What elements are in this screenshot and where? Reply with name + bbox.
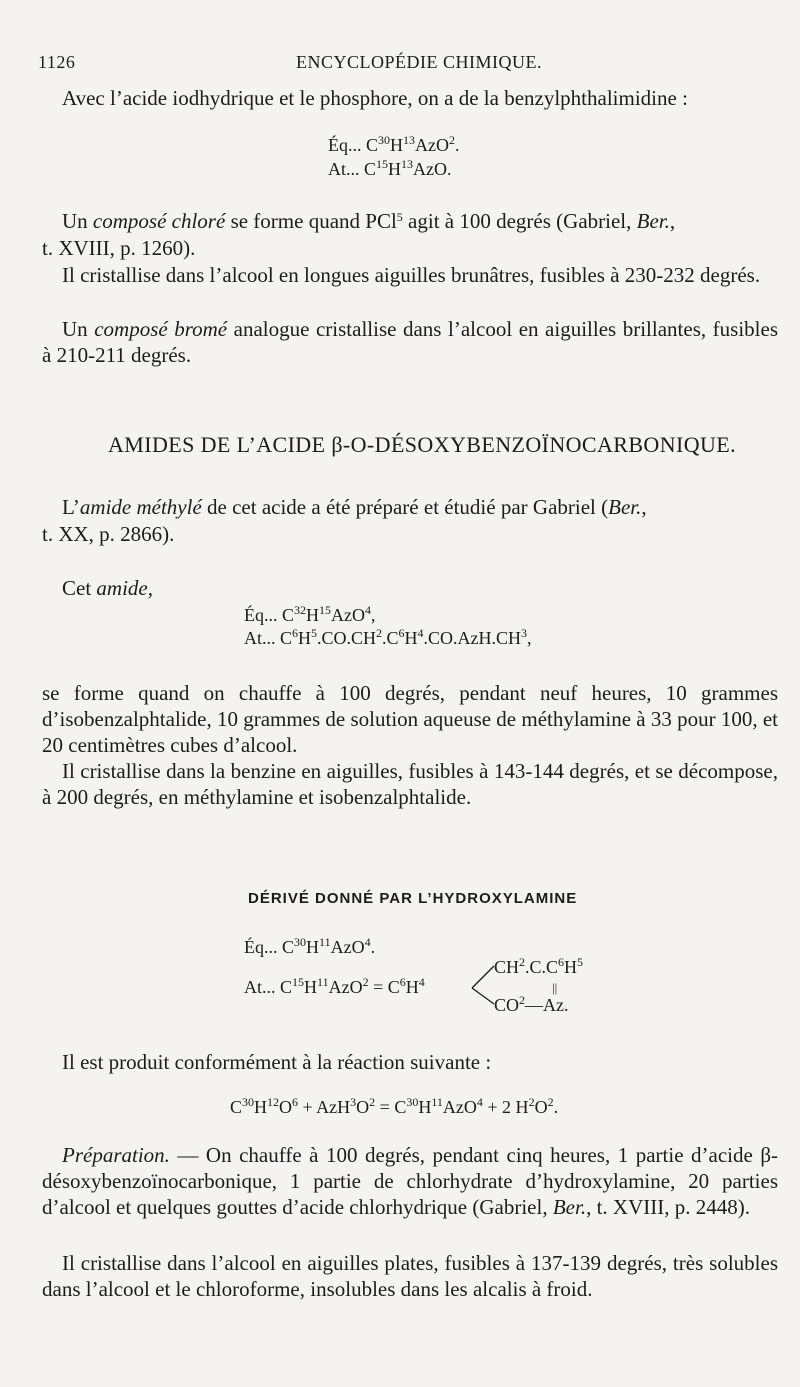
branch-double-bond: || (552, 980, 558, 995)
section-title: AMIDES DE L’ACIDE β-O-DÉSOXYBENZOÏNOCARBONIQUE. (108, 432, 737, 457)
intro-line: Avec l’acide iodhydrique et le phosphore, on a de la benzylphthalimidine : (62, 86, 688, 110)
intro-at (328, 158, 452, 180)
reaction-intro: Il est produit conformément à la réaction suivante : (62, 1050, 492, 1074)
derive-eq (244, 936, 375, 958)
eq-formula: $C^{30}H^{11}AzO^4$. (282, 935, 376, 957)
amide-eq (244, 604, 376, 626)
at-formula: $C^{15}H^{13}AzO$. (364, 157, 452, 179)
eq-formula: $C^{30}H^{13}AzO^2$. (366, 133, 460, 155)
at-label: At... (244, 628, 276, 648)
reaction-equation: $C^{30}H^{12}O^6 + AzH^3O^2 = C^{30}H^{11}AzO^4 + 2$ $H^2O^2$. (230, 1095, 559, 1117)
final-paragraph: Il cristallise dans l’alcool en aiguilles plates, fusibles à 137-139 degrés, très solubles dans l’alcool et le chloroforme, insolubles dans les alcalis à froid. (42, 1251, 778, 1301)
at-label: At... (328, 159, 360, 179)
eq-formula: $C^{32}H^{15}AzO^4$, (282, 603, 376, 625)
intro-eq (328, 134, 460, 156)
amide-props-paragraph: Il cristallise dans la benzine en aiguilles, fusibles à 143-144 degrés, et se décompose, à 200 degrés, en méthylamine et isobenzalphtalide. (42, 759, 778, 809)
running-title: ENCYCLOPÉDIE CHIMIQUE. (296, 52, 542, 72)
page-number: 1126 (38, 52, 76, 72)
branch-top: $CH^2.C.C^6H^5$ (494, 955, 584, 977)
cet-amide: Cet amide, (62, 576, 153, 600)
chlore-paragraph-2: Il cristallise dans l’alcool en longues aiguilles brunâtres, fusibles à 230-232 degrés. (62, 263, 761, 287)
chlore-paragraph: Un composé chloré se forme quand PCl$^5$ agit à 100 degrés (Gabriel, Ber., (62, 209, 676, 233)
chlore-ref: t. XVIII, p. 1260). (42, 236, 196, 260)
amide-prep-paragraph: se forme quand on chauffe à 100 degrés, pendant neuf heures, 10 grammes d’isobenzalphtalide, 10 grammes de solution aqueuse de méthylamine à 33 pour 100, et 20 centimètres cubes d’alcool. (42, 681, 778, 757)
derive-at (244, 976, 425, 998)
at-formula: $C^{15}H^{11}AzO^2 = C^6H^4$ (280, 975, 425, 997)
at-label: At... (244, 977, 276, 997)
amide-at (244, 627, 532, 649)
branch-bottom: $CO^2—Az$. (494, 993, 569, 1015)
amide-paragraph: L’amide méthylé de cet acide a été préparé et étudié par Gabriel (Ber., (62, 495, 647, 519)
amide-ref: t. XX, p. 2866). (42, 522, 175, 546)
eq-label: Éq... (244, 605, 278, 625)
eq-label: Éq... (244, 937, 278, 957)
eq-label: Éq... (328, 135, 362, 155)
derive-title: DÉRIVÉ DONNÉ PAR L’HYDROXYLAMINE (248, 890, 578, 907)
at-formula: $C^6H^5.CO.CH^2.C^6H^4.CO.AzH.CH^3$, (280, 626, 532, 648)
brome-paragraph: Un composé bromé analogue cristallise dans l’alcool en aiguilles brillantes, fusibles à 210-211 degrés. (42, 317, 778, 367)
preparation-paragraph: Préparation. — On chauffe à 100 degrés, pendant cinq heures, 1 partie d’acide β-désoxybenzoïnocarbonique, 1 partie de chlorhydrate d’hydroxylamine, 20 parties d’alcool et quelques gouttes d’acide chlorhydrique (Gabriel, Ber., t. XVIII, p. 2448). (42, 1143, 778, 1219)
